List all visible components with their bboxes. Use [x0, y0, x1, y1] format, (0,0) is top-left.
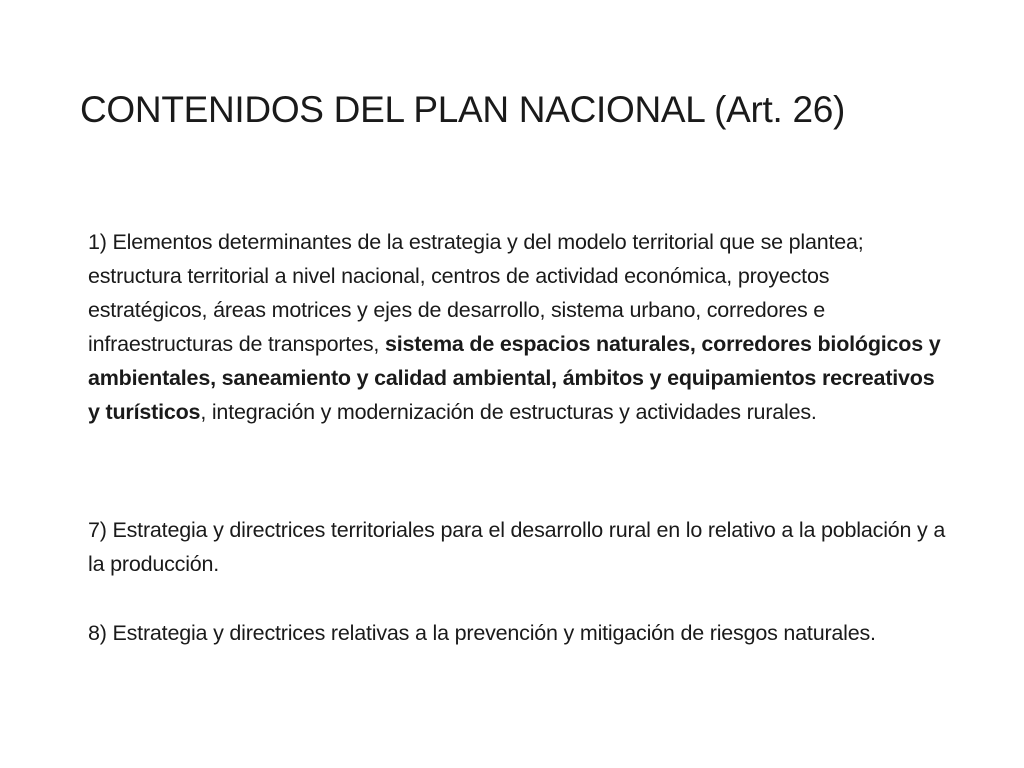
paragraph-item-8: 8) Estrategia y directrices relativas a la prevención y mitigación de riesgos naturales. — [88, 621, 876, 645]
slide-title: CONTENIDOS DEL PLAN NACIONAL (Art. 26) — [80, 89, 846, 130]
item-1-text-end: , integración y modernización de estructuras y actividades rurales. — [200, 400, 817, 424]
paragraph-item-7: 7) Estrategia y directrices territoriales para el desarrollo rural en lo relativo a la población y a la producción. — [88, 518, 946, 576]
paragraph-item-1 — [88, 225, 948, 429]
item-1-bold-text: sistema de espacios naturales, corredores biológicos y ambientales, saneamiento y calidad ambiental, ámbitos y equipamientos recreativos y turísticos — [88, 332, 941, 424]
item-1-text-start: 1) Elementos determinantes de la estrategia y del modelo territorial que se plantea; estructura territorial a nivel nacional, centros de actividad económica, proyectos estratégicos, áreas motrices y ejes de desarrollo, sistema urbano, corredores e infraestructuras de transportes, — [88, 230, 864, 356]
